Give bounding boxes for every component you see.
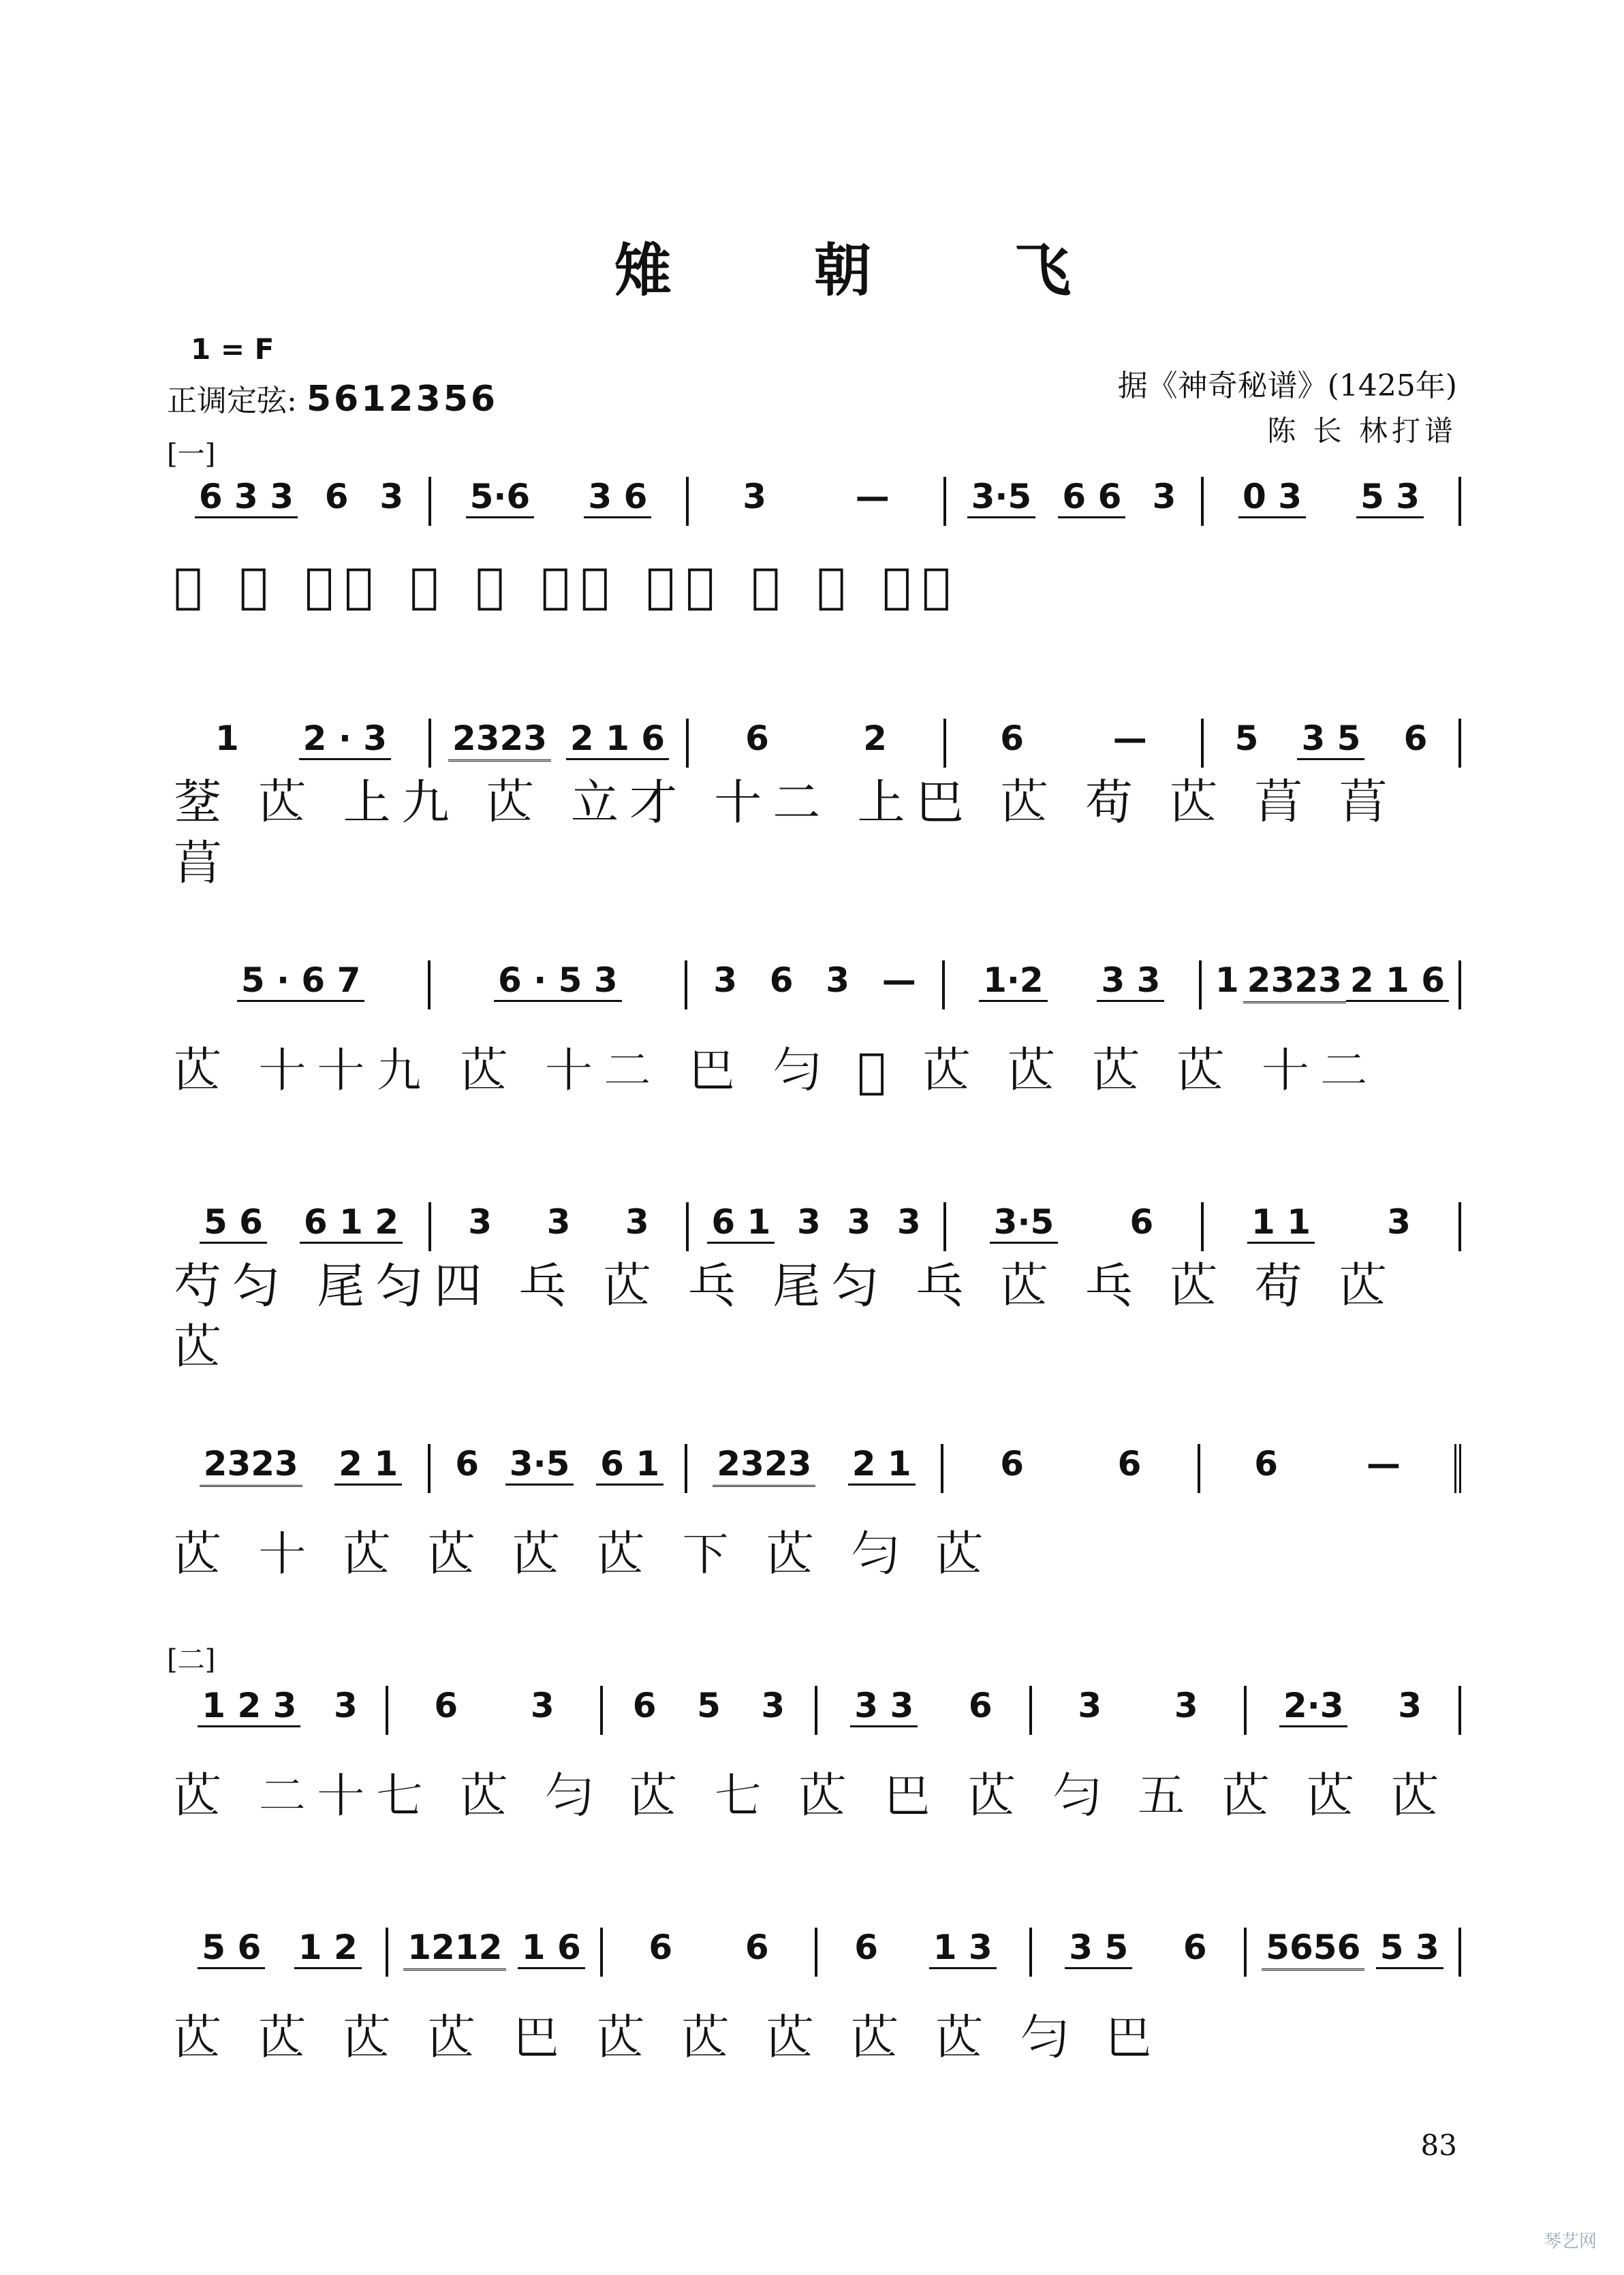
note-group: 5 3 <box>1376 1928 1443 1969</box>
guqin-tablature-line: 𦬆 十 𦬆 𦬆 𦬆 𦬆 下 𦬆 匀 𦬆 <box>174 1526 995 1582</box>
note-group: 6 <box>1000 1444 1024 1484</box>
note-group: 3 5 <box>1297 719 1364 760</box>
note-group: 3 <box>530 1686 555 1725</box>
note-group: 6 <box>434 1686 458 1725</box>
note-group: 3 5 <box>1065 1928 1132 1969</box>
measure <box>1200 1444 1461 1493</box>
note-group: 1·2 <box>979 960 1048 1002</box>
notation-line <box>174 960 1461 1022</box>
page-title: 雉 朝 飞 <box>614 236 1133 304</box>
measure <box>431 477 689 526</box>
note-group: 3 <box>896 1202 921 1242</box>
key-signature: 1 = F <box>191 332 275 366</box>
note-group: 5 3 <box>1356 477 1424 518</box>
notation-line <box>174 477 1461 538</box>
note-group: 6 <box>1254 1444 1278 1484</box>
note-group: 3 <box>761 1686 785 1725</box>
note-group: 1 2 3 <box>198 1686 300 1727</box>
measure <box>388 1928 603 1977</box>
note-group: 3 <box>379 477 404 516</box>
tuning <box>167 376 498 420</box>
note-group: 1 <box>215 719 239 758</box>
note-group: 6 1 <box>596 1444 663 1486</box>
note-group: 2 <box>863 719 887 758</box>
note-group: — <box>855 477 890 516</box>
score-system <box>174 719 1461 892</box>
note-group: 6 1 <box>707 1202 775 1244</box>
note-group: 3 <box>1152 477 1176 516</box>
measure <box>687 1444 944 1493</box>
note-group: 3·5 <box>967 477 1036 518</box>
note-group: 2323 <box>200 1444 302 1487</box>
note-group: 6 <box>1117 1444 1142 1484</box>
measure <box>1032 1928 1247 1977</box>
score-system <box>174 477 1461 633</box>
measure <box>946 719 1204 768</box>
guqin-tablature-line: 𦯀 𦬆 上九 𦬆 立才 十二 上巴 𦬆 苟 𦬆 𦮻 𦮻 𦮻 <box>174 774 1398 892</box>
measure <box>174 477 431 526</box>
note-group: 6 <box>1000 719 1025 758</box>
measure <box>689 719 946 768</box>
note-group: 1 <box>1215 960 1239 1000</box>
measure <box>945 960 1202 1009</box>
measure <box>1204 719 1461 768</box>
note-group: 3·5 <box>990 1202 1059 1244</box>
note-group: 2323 <box>713 1444 815 1487</box>
note-group: 6 <box>854 1928 879 1967</box>
note-group: — <box>1366 1444 1401 1484</box>
measure <box>431 719 689 768</box>
note-group: 6 6 <box>1058 477 1125 518</box>
notation-line <box>174 1444 1461 1505</box>
note-group: 6 <box>455 1444 479 1484</box>
note-group: 5 · 6 7 <box>237 960 365 1002</box>
note-group: 6 <box>745 1928 769 1967</box>
guqin-tablature-line: 𦬆 𦬆 𦬆 𦬆 巴 𦬆 𦬆 𦬆 𦬆 𦬆 匀 巴 <box>174 2010 1164 2066</box>
measure <box>1247 1686 1461 1735</box>
note-group: 6 <box>1403 719 1428 758</box>
measure <box>946 1202 1204 1251</box>
measure <box>689 477 946 526</box>
guqin-tablature-line: 𦬆 二十七 𦬆 匀 𦬆 七 𦬆 巴 𦬆 匀 五 𦬆 𦬆 𦬆 <box>174 1768 1450 1824</box>
measure <box>174 1686 388 1735</box>
note-group: 2 1 <box>848 1444 916 1486</box>
note-group: 3 <box>546 1202 571 1242</box>
section-label-1: [一] <box>167 439 216 470</box>
tuning-label: 正调定弦: <box>167 383 297 418</box>
note-group: 6 <box>745 719 769 758</box>
note-group: 2 1 6 <box>566 719 669 760</box>
note-group: 3 <box>743 477 767 516</box>
note-group: 1 1 <box>1247 1202 1315 1244</box>
measure <box>943 1444 1200 1493</box>
note-group: 1 2 <box>294 1928 362 1969</box>
note-group: 6 <box>632 1686 657 1725</box>
measure <box>388 1686 603 1735</box>
note-group: 6 <box>1183 1928 1207 1967</box>
note-group: 5 6 <box>198 1928 265 1969</box>
measure <box>1202 960 1461 1009</box>
note-group: 3 <box>333 1686 358 1725</box>
note-group: 5 <box>1234 719 1259 758</box>
note-group: 6 1 2 <box>300 1202 403 1244</box>
note-group: 2 1 6 <box>1346 960 1449 1002</box>
note-group: 2323 <box>1243 960 1346 1003</box>
note-group: 1 3 <box>929 1928 997 1969</box>
transcriber: 陈 长 林打谱 <box>1267 414 1457 448</box>
note-group: 1 6 <box>518 1928 585 1969</box>
measure <box>174 1444 431 1493</box>
section-label-2: [二] <box>167 1644 216 1676</box>
score-system <box>174 960 1461 1117</box>
measure <box>174 719 431 768</box>
measure <box>1032 1686 1247 1735</box>
measure <box>817 1928 1032 1977</box>
measure <box>1204 477 1461 526</box>
note-group: 3 3 <box>1097 960 1164 1002</box>
note-group: 2 1 <box>334 1444 402 1486</box>
note-group: 3 6 <box>584 477 651 518</box>
note-group: 5 6 <box>200 1202 267 1244</box>
measure <box>603 1928 817 1977</box>
note-group: 6 <box>649 1928 673 1967</box>
measure <box>687 960 944 1009</box>
measure <box>946 477 1204 526</box>
note-group: 6 · 5 3 <box>494 960 622 1002</box>
page-number: 83 <box>1420 2129 1457 2162</box>
note-group: 6 <box>968 1686 993 1725</box>
note-group: 0 3 <box>1238 477 1306 518</box>
measure <box>431 1444 687 1493</box>
note-group: 6 <box>769 960 794 1000</box>
tuning-notes: 5612356 <box>306 379 499 420</box>
score-system <box>174 1444 1461 1601</box>
note-group: 5 <box>697 1686 721 1725</box>
note-group: 3·5 <box>505 1444 574 1486</box>
note-group: 5656 <box>1262 1928 1364 1971</box>
note-group: 1212 <box>403 1928 506 1971</box>
notation-line <box>174 1202 1461 1264</box>
guqin-tablature-line: 𠃒 匀 乓尾 匀 乓 匀六 尾匀 乓 匀 乔匀 <box>174 558 962 614</box>
measure <box>603 1686 817 1735</box>
note-group: 2·3 <box>1279 1686 1348 1727</box>
measure <box>817 1686 1032 1735</box>
measure <box>431 1202 689 1251</box>
note-group: — <box>1112 719 1147 758</box>
measure <box>1247 1928 1461 1977</box>
notation-line <box>174 719 1461 780</box>
note-group: 5·6 <box>466 477 535 518</box>
note-group: 3 <box>796 1202 821 1242</box>
note-group: 6 <box>1129 1202 1154 1242</box>
guqin-tablature-line: 芍匀 尾匀四 乓 𦬆 乓 尾匀 乓 𦬆 乓 𦬆 苟 𦬆 𦬆 <box>174 1257 1398 1375</box>
note-group: 3 <box>468 1202 493 1242</box>
note-group: 3 <box>1078 1686 1102 1725</box>
note-group: 3 <box>1387 1202 1411 1242</box>
score-system <box>174 1928 1461 2084</box>
note-group: — <box>881 960 916 1000</box>
note-group: 3 <box>1174 1686 1198 1725</box>
measure <box>174 1202 431 1251</box>
watermark-logo: 琴艺网 <box>1543 2231 1597 2252</box>
note-group: 3 <box>713 960 738 1000</box>
note-group: 3 3 <box>850 1686 918 1727</box>
measure <box>689 1202 946 1251</box>
note-group: 2 · 3 <box>299 719 391 760</box>
note-group: 6 <box>324 477 349 516</box>
note-group: 6 3 3 <box>195 477 298 518</box>
guqin-tablature-line: 𦬆 十十九 𦬆 十二 巴 匀 𠃒 𦬆 𦬆 𦬆 𦬆 十二 <box>174 1043 1379 1099</box>
measure <box>431 960 687 1009</box>
note-group: 3 <box>826 960 850 1000</box>
notation-line <box>174 1686 1461 1747</box>
score-system <box>174 1686 1461 1842</box>
note-group: 3 <box>847 1202 871 1242</box>
measure <box>174 960 431 1009</box>
note-group: 2323 <box>448 719 551 762</box>
source-citation: 据《神奇秘谱》(1425年) <box>1117 368 1457 403</box>
notation-line <box>174 1928 1461 1989</box>
note-group: 3 <box>1398 1686 1422 1725</box>
measure <box>174 1928 388 1977</box>
measure <box>1204 1202 1461 1251</box>
score-system <box>174 1202 1461 1375</box>
note-group: 3 <box>625 1202 649 1242</box>
